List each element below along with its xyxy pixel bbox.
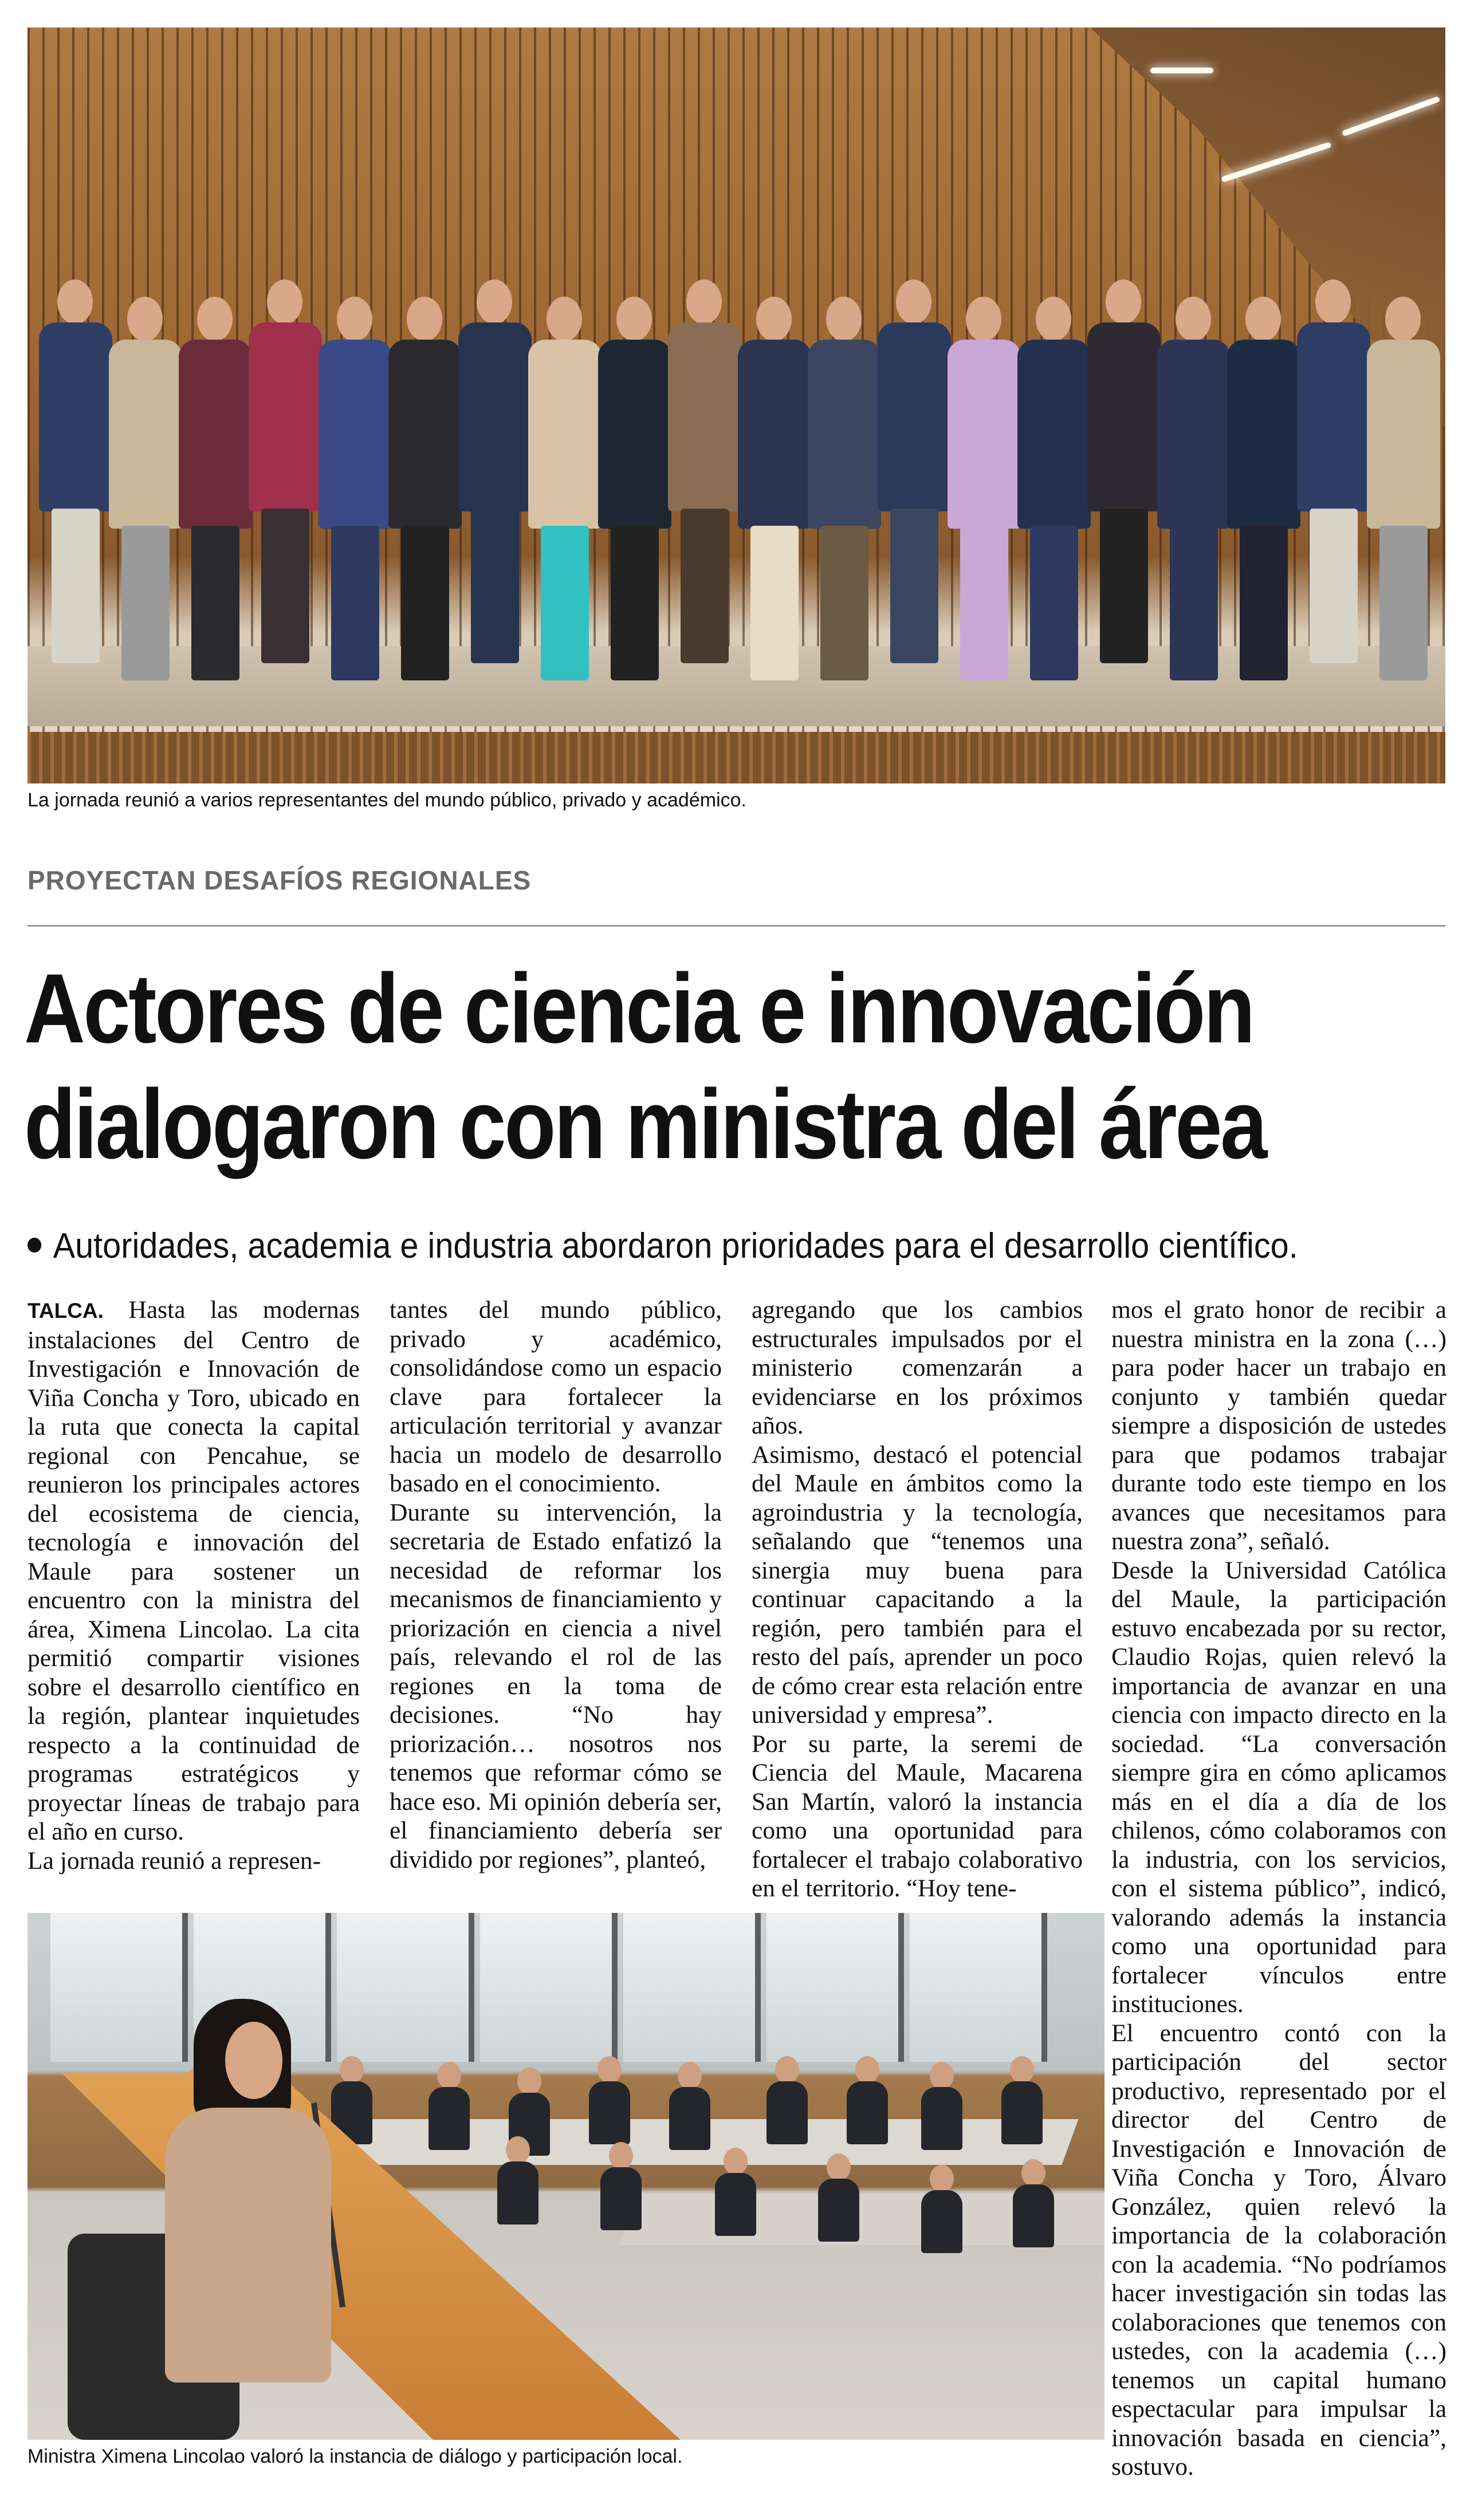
torso — [429, 2087, 470, 2150]
torso — [669, 2087, 710, 2150]
attendee — [847, 2056, 887, 2142]
legs — [401, 526, 449, 680]
headline-line-1: Actores de ciencia e innovación — [24, 954, 1253, 1064]
legs — [750, 526, 799, 680]
torso — [319, 340, 392, 529]
legs — [331, 526, 379, 680]
head — [724, 2148, 748, 2175]
torso — [738, 340, 811, 529]
head — [1021, 2159, 1045, 2187]
torso — [249, 322, 322, 511]
attendee — [589, 2056, 629, 2142]
torso — [1297, 322, 1370, 511]
head — [517, 2068, 541, 2095]
legs — [261, 509, 309, 663]
paragraph: Por su parte, la seremi de Ciencia del Maule, Macarena San Martín, valoró la instancia como una oportunidad para fortalecer el trabajo colaborativo en el territorio. “Hoy tene- — [752, 1730, 1083, 1902]
torso — [497, 2161, 538, 2224]
window — [337, 1913, 474, 2062]
head — [896, 279, 931, 324]
legs — [890, 509, 938, 663]
torso — [818, 2179, 859, 2242]
paragraph: tantes del mundo público, privado y académico, consolidándose como un espacio clave para fortalecer la articulación territorial y avanzar hacia un modelo de desarrollo basado en el conocimiento. — [390, 1296, 722, 1497]
column-3 — [752, 1296, 1083, 1902]
attendee — [921, 2165, 961, 2251]
torso — [1087, 322, 1161, 511]
column-4 — [1111, 1296, 1446, 2480]
torso — [39, 322, 112, 511]
head — [598, 2056, 622, 2084]
attendee — [600, 2142, 640, 2228]
attendee — [429, 2062, 469, 2148]
head — [267, 279, 302, 324]
torso — [1157, 340, 1231, 529]
group-photo — [27, 27, 1445, 783]
torso — [1001, 2081, 1043, 2144]
torso — [598, 340, 671, 529]
head — [966, 297, 1001, 341]
head — [57, 279, 93, 324]
torso — [808, 340, 881, 529]
head — [437, 2062, 461, 2089]
paragraph: agregando que los cambios estructurales impulsados por el ministerio comenzarán a evidenciarse en los próximos años. — [752, 1296, 1083, 1439]
torso — [388, 340, 462, 529]
legs — [820, 526, 868, 680]
head — [547, 297, 582, 341]
paragraph: Desde la Universidad Católica del Maule, la participación estuvo encabezada por su rector, Claudio Rojas, quien relevó la importancia de avanzar en una ciencia con impacto directo en la sociedad. “La conversación siempre gira en cómo aplicamos más en el día a día de los chilenos, cómo colaboramos con la industria, con los servicios, con el sistema público”, indicó, valorando además la instancia como una oportunidad para fortalecer vínculos entre instituciones. — [1111, 1556, 1446, 2018]
head — [1036, 297, 1071, 341]
torso — [179, 340, 252, 529]
head — [1176, 297, 1211, 341]
minister-figure — [154, 1999, 343, 2440]
attendee — [818, 2153, 858, 2239]
meeting-photo — [27, 1913, 1104, 2440]
photo1-caption: La jornada reunió a varios representantes del mundo público, privado y académico. — [27, 789, 746, 811]
head — [1385, 297, 1421, 341]
attendee — [715, 2148, 755, 2234]
legs — [52, 509, 100, 663]
head — [337, 297, 372, 341]
head — [827, 2153, 851, 2181]
face — [225, 2022, 282, 2099]
legs — [681, 509, 729, 663]
window — [910, 1913, 1047, 2062]
head — [197, 297, 233, 341]
legs — [960, 526, 1008, 680]
attendee — [766, 2056, 807, 2142]
head — [1315, 279, 1351, 324]
attendee — [669, 2062, 709, 2148]
torso — [766, 2081, 808, 2144]
head — [1106, 279, 1141, 324]
head — [930, 2062, 954, 2089]
window — [623, 1913, 761, 2062]
paragraph — [27, 1296, 360, 1846]
head — [678, 2062, 702, 2089]
head — [1010, 2056, 1034, 2084]
legs — [1379, 526, 1428, 680]
people-group — [27, 27, 1445, 783]
attendee — [921, 2062, 961, 2148]
torso — [458, 322, 532, 511]
bullet-icon — [27, 1238, 41, 1253]
headline — [24, 951, 1265, 1182]
head — [686, 279, 722, 324]
torso — [528, 340, 602, 529]
head — [407, 297, 442, 341]
head — [930, 2165, 954, 2192]
headline-line-2: dialogaron con ministra del área — [24, 1069, 1265, 1179]
paragraph: El encuentro contó con la participación del sector productivo, representado por el director del Centro de Investigación e Innovación de Viña Concha y Toro, Álvaro González, quien relevó la importancia de la colaboración con la academia. “No podríamos hacer investigación sin todas las colaboraciones que tenemos con ustedes, con la academia (…) tenemos un capital humano espectacular para impulsar la innovación basada en ciencia”, sostuvo. — [1111, 2019, 1446, 2480]
legs — [1240, 526, 1288, 680]
head — [477, 279, 512, 324]
attendee — [1013, 2159, 1053, 2245]
torso — [1013, 2184, 1054, 2247]
attendee — [497, 2136, 537, 2222]
paragraph: Durante su intervención, la secretaria de Estado enfatizó la necesidad de reformar los mecanismos de financiamiento y priorización en ciencia a nivel país, relevando el rol de las regiones en la toma de decisiones. “No hay priorización… nosotros nos tenemos que reformar cómo se hace eso. Mi opinión debería ser, el financiamiento debería ser dividido por regiones”, planteó, — [390, 1498, 722, 1873]
legs — [471, 509, 519, 663]
torso — [715, 2173, 756, 2236]
head — [775, 2056, 799, 2084]
head — [616, 297, 652, 341]
torso — [109, 340, 182, 529]
torso — [948, 340, 1021, 529]
legs — [1310, 509, 1358, 663]
paragraph: La jornada reunió a represen- — [27, 1846, 321, 1875]
paragraph: mos el grato honor de recibir a nuestra ministra en la zona (…) para poder hacer un trabajo en conjunto y también quedar siempre a disposición de ustedes para que podamos trabajar durante todo este tiempo en los avances que necesitamos para nuestra zona”, señaló. — [1111, 1296, 1446, 1555]
torso — [878, 322, 951, 511]
column-2 — [390, 1296, 722, 1873]
paragraph: Asimismo, destacó el potencial del Maule en ámbitos como la agroindustria y la tecnología, señalando que “tenemos una sinergia muy buena para continuar capacitando a la región, pero también para el resto del país, aprender un poco de cómo crear esta relación entre universidad y empresa”. — [752, 1440, 1083, 1728]
legs — [121, 526, 170, 680]
head — [340, 2056, 364, 2084]
paragraph-text: Hasta las modernas instalaciones del Centro de Investigación e Innovación de Viña Concha y Toro, ubicado en la ruta que conecta la capital regional con Pencahue, se reunieron los principales actores del ecosistema de ciencia, tecnología e innovación del Maule para sostener un encuentro con la ministra del área, Ximena Lincolao. La cita permitió compartir visiones sobre el desarrollo científico en la región, plantear inquietudes respecto a la continuidad de programas estratégicos y proyectar líneas de trabajo para el año en curso. — [27, 1296, 360, 1845]
attendee — [1001, 2056, 1041, 2142]
column-1 — [27, 1296, 360, 1875]
legs — [1030, 526, 1078, 680]
legs — [611, 526, 659, 680]
divider — [27, 925, 1445, 927]
torso — [668, 322, 741, 511]
legs — [191, 526, 239, 680]
kicker: PROYECTAN DESAFÍOS REGIONALES — [27, 865, 532, 895]
subhead — [27, 1226, 1298, 1266]
head — [855, 2056, 879, 2084]
torso — [1227, 340, 1300, 529]
head — [826, 297, 862, 341]
legs — [1170, 526, 1218, 680]
window — [480, 1913, 618, 2062]
torso — [1367, 340, 1440, 529]
photo2-caption: Ministra Ximena Lincolao valoró la instancia de diálogo y participación local. — [27, 2446, 683, 2467]
torso — [600, 2167, 642, 2230]
torso — [165, 2108, 331, 2383]
head — [1245, 297, 1281, 341]
torso — [1017, 340, 1091, 529]
window — [766, 1913, 904, 2062]
torso — [921, 2087, 962, 2150]
legs — [1100, 509, 1148, 663]
head — [127, 297, 163, 341]
head — [756, 297, 792, 341]
torso — [847, 2081, 888, 2144]
head — [506, 2136, 530, 2164]
torso — [921, 2190, 962, 2253]
legs — [541, 526, 589, 680]
head — [609, 2142, 633, 2169]
torso — [589, 2081, 630, 2144]
subhead-text: Autoridades, academia e industria abordaron prioridades para el desarrollo científico. — [53, 1226, 1298, 1266]
dateline: TALCA. — [27, 1299, 104, 1322]
